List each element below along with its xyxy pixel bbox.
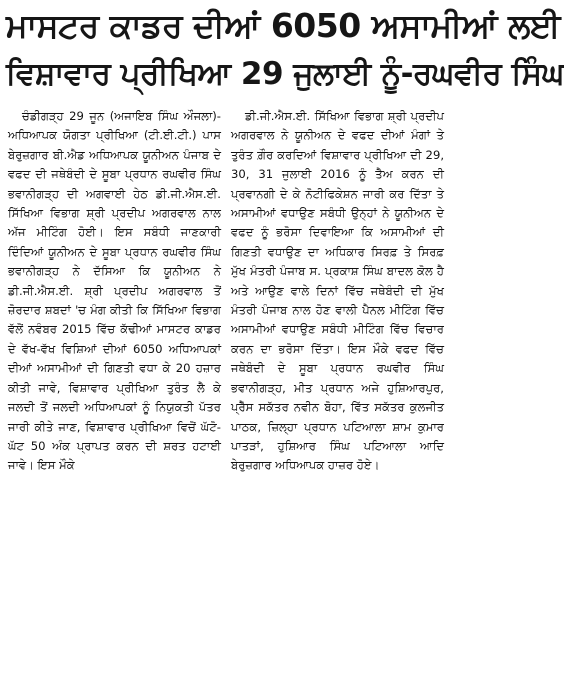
headline-line-2: ਵਿਸ਼ਾਵਾਰ ਪ੍ਰੀਖਿਆ 29 ਜੁਲਾਈ ਨੂੰ-ਰਘਵੀਰ ਸਿੰਘ — [6, 56, 564, 92]
article-paragraph-right: ਡੀ.ਜੀ.ਐਸ.ਈ. ਸਿੱਖਿਆ ਵਿਭਾਗ ਸ਼੍ਰੀ ਪ੍ਰਦੀਪ ਅਗਰਵਾਲ ਨੇ ਯੂਨੀਅਨ ਦੇ ਵਫਦ ਦੀਆਂ ਮੰਗਾਂ ਤੇ ਤੁਰੰਤ ਗ਼ੌਰ ਕਰਦਿਆਂ ਵਿਸ਼ਾਵਾਰ ਪ੍ਰੀਖਿਆ ਦੀ 29, 30, 31 ਜੁਲਾਈ 2016 ਨੂੰ ਤੈਅ ਕਰਨ ਦੀ ਪ੍ਰਵਾਨਗੀ ਦੇ ਕੇ ਨੋਟੀਫਿਕੇਸ਼ਨ ਜਾਰੀ ਕਰ ਦਿੱਤਾ ਤੇ ਅਸਾਮੀਆਂ ਵਧਾਉਣ ਸਬੰਧੀ ਉਨ੍ਹਾਂ ਨੇ ਯੂਨੀਅਨ ਦੇ ਵਫਦ ਨੂੰ ਭਰੋਸਾ ਦਿਵਾਇਆ ਕਿ ਅਸਾਮੀਆਂ ਦੀ ਗਿਣਤੀ ਵਧਾਉਣ ਦਾ ਅਧਿਕਾਰ ਸਿਰਫ਼ ਤੇ ਸਿਰਫ਼ ਮੁੱਖ ਮੰਤਰੀ ਪੰਜਾਬ ਸ. ਪ੍ਰਕਾਸ਼ ਸਿੰਘ ਬਾਦਲ ਕੋਲ ਹੈ ਅਤੇ ਆਉਣ ਵਾਲੇ ਦਿਨਾਂ ਵਿੱਚ ਜਥੇਬੰਦੀ ਦੀ ਮੁੱਖ ਮੰਤਰੀ ਪੰਜਾਬ ਨਾਲ ਹੋਣ ਵਾਲੀ ਪੈਨਲ ਮੀਟਿੰਗ ਵਿੱਚ ਅਸਾਮੀਆਂ ਵਧਾਉਣ ਸਬੰਧੀ ਮੀਟਿੰਗ ਵਿੱਚ ਵਿਚਾਰ ਕਰਨ ਦਾ ਭਰੋਸਾ ਦਿੱਤਾ। ਇਸ ਮੌਕੇ ਵਫਦ ਵਿੱਚ ਜਥੇਬੰਦੀ ਦੇ ਸੂਬਾ ਪ੍ਰਧਾਨ ਰਘਵੀਰ ਸਿੰਘ ਭਵਾਨੀਗੜ੍ਹ, ਮੀਤ ਪ੍ਰਧਾਨ ਅਜੇ ਹੁਸ਼ਿਆਰਪੁਰ, ਪ੍ਰੈੱਸ ਸਕੱਤਰ ਨਵੀਨ ਬੋਹਾ, ਵਿੱਤ ਸਕੱਤਰ ਕੁਲਜੀਤ ਪਾਠਕ, ਜ਼ਿਲ੍ਹਾ ਪ੍ਰਧਾਨ ਪਟਿਆਲਾ ਸ਼ਾਮ ਕੁਮਾਰ ਪਾਤੜਾਂ, ਹੁਸ਼ਿਆਰ ਸਿੰਘ ਪਟਿਆਲਾ ਆਦਿ ਬੇਰੁਜ਼ਗਾਰ ਅਧਿਆਪਕ ਹਾਜ਼ਰ ਹੋਏ। — [231, 109, 444, 473]
article-column-right — [231, 107, 444, 687]
headline-line-1: ਮਾਸਟਰ ਕਾਡਰ ਦੀਆਂ 6050 ਅਸਾਮੀਆਂ ਲਈ — [6, 6, 561, 45]
article-body — [8, 107, 444, 687]
article-paragraph-left: ਚੰਡੀਗੜ੍ਹ 29 ਜੂਨ (ਅਜਾਇਬ ਸਿੰਘ ਔਜਲਾ)-ਅਧਿਆਪਕ ਯੋਗਤਾ ਪ੍ਰੀਖਿਆ (ਟੀ.ਈ.ਟੀ.) ਪਾਸ ਬੇਰੁਜ਼ਗਾਰ ਬੀ.ਐਡ ਅਧਿਆਪਕ ਯੂਨੀਅਨ ਪੰਜਾਬ ਦੇ ਵਫਦ ਦੀ ਜਥੇਬੰਦੀ ਦੇ ਸੂਬਾ ਪ੍ਰਧਾਨ ਰਘਵੀਰ ਸਿੰਘ ਭਵਾਨੀਗੜ੍ਹ ਦੀ ਅਗਵਾਈ ਹੇਠ ਡੀ.ਜੀ.ਐਸ.ਈ. ਸਿੱਖਿਆ ਵਿਭਾਗ ਸ਼੍ਰੀ ਪ੍ਰਦੀਪ ਅਗਰਵਾਲ ਨਾਲ ਅੱਜ ਮੀਟਿੰਗ ਹੋਈ। ਇਸ ਸਬੰਧੀ ਜਾਣਕਾਰੀ ਦਿੰਦਿਆਂ ਯੂਨੀਅਨ ਦੇ ਸੂਬਾ ਪ੍ਰਧਾਨ ਰਘਵੀਰ ਸਿੰਘ ਭਵਾਨੀਗੜ੍ਹ ਨੇ ਦੱਸਿਆ ਕਿ ਯੂਨੀਅਨ ਨੇ ਡੀ.ਜੀ.ਐਸ.ਈ. ਸ਼੍ਰੀ ਪ੍ਰਦੀਪ ਅਗਰਵਾਲ ਤੋਂ ਜ਼ੋਰਦਾਰ ਸ਼ਬਦਾਂ 'ਚ ਮੰਗ ਕੀਤੀ ਕਿ ਸਿੱਖਿਆ ਵਿਭਾਗ ਵੱਲੋਂ ਨਵੰਬਰ 2015 ਵਿੱਚ ਕੱਢੀਆਂ ਮਾਸਟਰ ਕਾਡਰ ਦੇ ਵੱਖ-ਵੱਖ ਵਿਸ਼ਿਆਂ ਦੀਆਂ 6050 ਅਧਿਆਪਕਾਂ ਦੀਆਂ ਅਸਾਮੀਆਂ ਦੀ ਗਿਣਤੀ ਵਧਾ ਕੇ 20 ਹਜ਼ਾਰ ਕੀਤੀ ਜਾਵੇ, ਵਿਸ਼ਾਵਾਰ ਪ੍ਰੀਖਿਆ ਤੁਰੰਤ ਲੈ ਕੇ ਜਲਦੀ ਤੋਂ ਜਲਦੀ ਅਧਿਆਪਕਾਂ ਨੂੰ ਨਿਯੁਕਤੀ ਪੱਤਰ ਜਾਰੀ ਕੀਤੇ ਜਾਣ, ਵਿਸ਼ਾਵਾਰ ਪ੍ਰੀਖਿਆ ਵਿਚੋਂ ਘੱਟੋ-ਘੱਟ 50 ਅੰਕ ਪ੍ਰਾਪਤ ਕਰਨ ਦੀ ਸ਼ਰਤ ਹਟਾਈ ਜਾਵੇ। ਇਸ ਮੌਕੇ — [8, 109, 221, 473]
article-column-left — [8, 107, 221, 687]
